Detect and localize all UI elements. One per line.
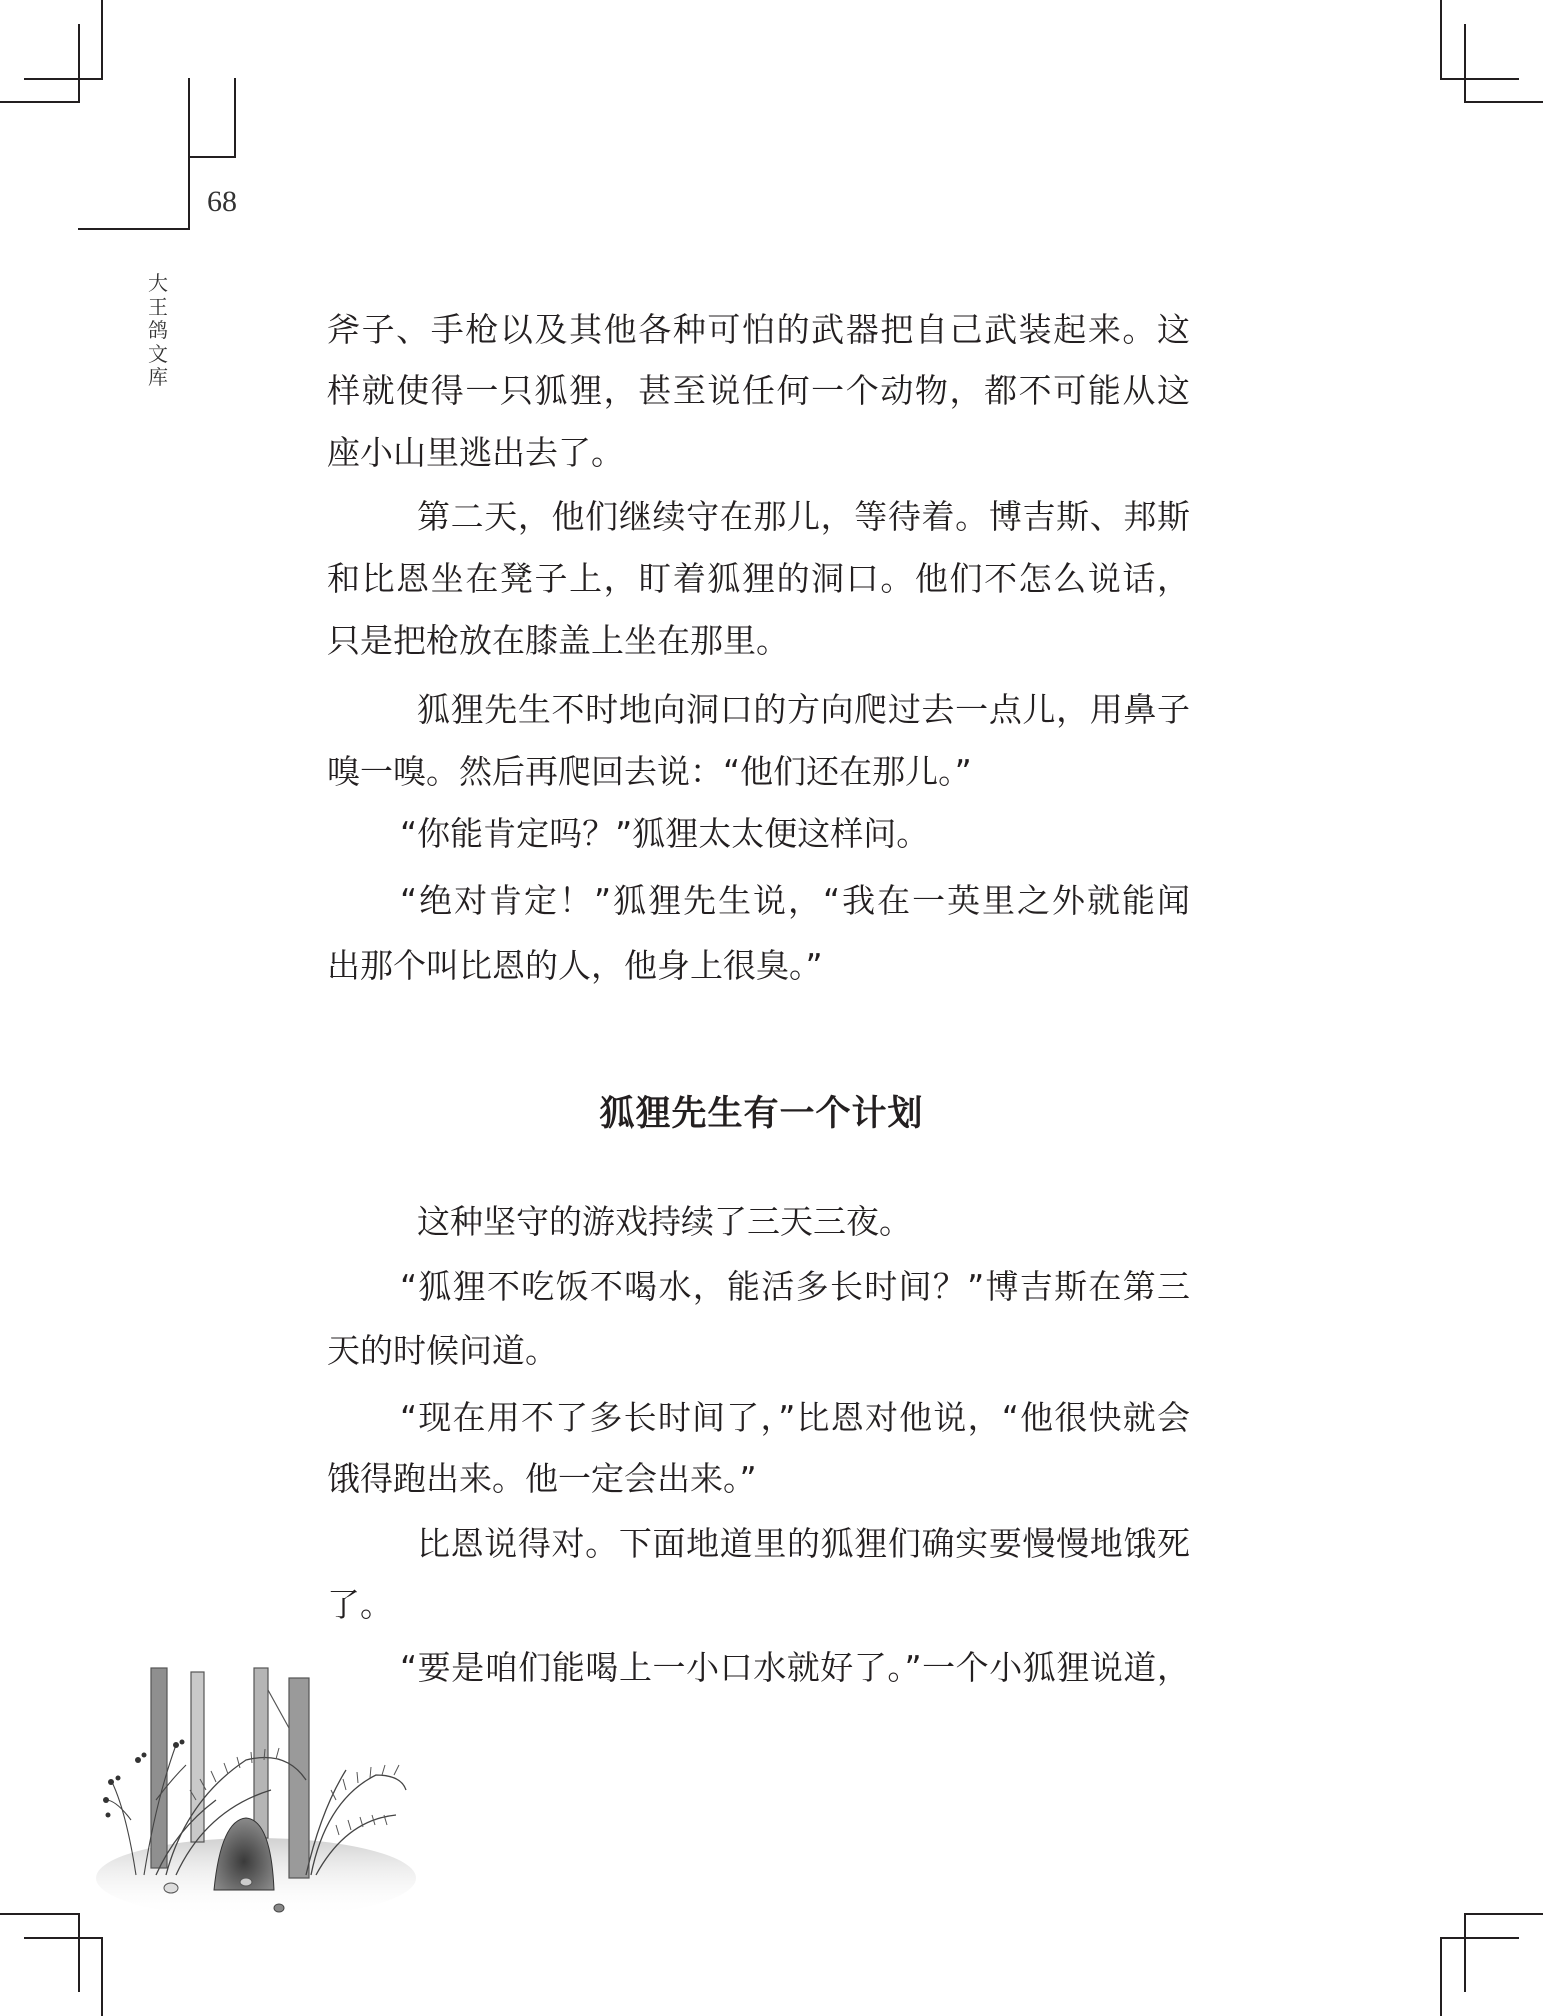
text-line: 这种坚守的游戏持续了三天三夜。 bbox=[417, 1202, 912, 1241]
page-number-bracket bbox=[78, 228, 190, 230]
crop-mark bbox=[1440, 78, 1519, 80]
text-line: 狐狸先生不时地向洞口的方向爬过去一点儿，用鼻子 bbox=[417, 690, 1190, 729]
crop-mark bbox=[78, 24, 80, 103]
text-line: “狐狸不吃饭不喝水，能活多长时间？”博吉斯在第三 bbox=[400, 1267, 1190, 1306]
crop-mark bbox=[101, 1937, 103, 2016]
page-number-bracket bbox=[188, 156, 236, 158]
crop-mark bbox=[24, 1937, 103, 1939]
page-number: 68 bbox=[207, 185, 237, 218]
crop-mark bbox=[1440, 0, 1442, 79]
crop-mark bbox=[0, 101, 80, 103]
crop-mark bbox=[1464, 1913, 1466, 1992]
series-title-char: 大 bbox=[148, 271, 168, 295]
page-number-bracket bbox=[188, 78, 190, 230]
text-line: 和比恩坐在凳子上，盯着狐狸的洞口。他们不怎么说话， bbox=[327, 559, 1190, 598]
crop-mark bbox=[1440, 1937, 1519, 1939]
text-line: “现在用不了多长时间了，”比恩对他说，“他很快就会 bbox=[400, 1398, 1190, 1437]
section-heading: 狐狸先生有一个计划 bbox=[599, 1094, 924, 1134]
crop-mark bbox=[1464, 1913, 1543, 1915]
text-line: “你能肯定吗？”狐狸太太便这样问。 bbox=[400, 814, 930, 853]
text-line: “绝对肯定！”狐狸先生说，“我在一英里之外就能闻 bbox=[400, 881, 1190, 920]
text-line: 座小山里逃出去了。 bbox=[327, 433, 624, 472]
crop-mark bbox=[101, 0, 103, 79]
text-line: “要是咱们能喝上一小口水就好了。”一个小狐狸说道， bbox=[400, 1648, 1190, 1687]
series-title-vertical bbox=[146, 272, 170, 390]
crop-mark bbox=[24, 78, 103, 80]
series-title-char: 库 bbox=[148, 365, 168, 389]
page-number-bracket bbox=[234, 78, 236, 158]
text-line: 样就使得一只狐狸，甚至说任何一个动物，都不可能从这 bbox=[327, 371, 1190, 410]
text-line: 天的时候问道。 bbox=[327, 1331, 558, 1370]
crop-mark bbox=[1440, 1937, 1442, 2016]
text-line: 嗅一嗅。然后再爬回去说：“他们还在那儿。” bbox=[327, 752, 972, 791]
crop-mark bbox=[0, 1913, 80, 1915]
text-line: 了。 bbox=[327, 1585, 393, 1624]
text-line: 比恩说得对。下面地道里的狐狸们确实要慢慢地饿死 bbox=[417, 1524, 1190, 1563]
series-title-char: 文 bbox=[148, 341, 168, 366]
crop-mark bbox=[78, 1913, 80, 1992]
text-line: 出那个叫比恩的人，他身上很臭。” bbox=[327, 946, 823, 985]
text-line: 斧子、手枪以及其他各种可怕的武器把自己武装起来。这 bbox=[327, 310, 1190, 349]
crop-mark bbox=[1464, 101, 1543, 103]
text-line: 饿得跑出来。他一定会出来。” bbox=[327, 1459, 757, 1498]
series-title-char: 王 bbox=[148, 294, 168, 319]
text-line: 只是把枪放在膝盖上坐在那里。 bbox=[327, 621, 789, 660]
series-title-char: 鸽 bbox=[148, 318, 168, 342]
forest-fox-hole-illustration bbox=[96, 1650, 416, 1920]
crop-mark bbox=[1464, 24, 1466, 103]
text-line: 第二天，他们继续守在那儿，等待着。博吉斯、邦斯 bbox=[417, 497, 1190, 536]
